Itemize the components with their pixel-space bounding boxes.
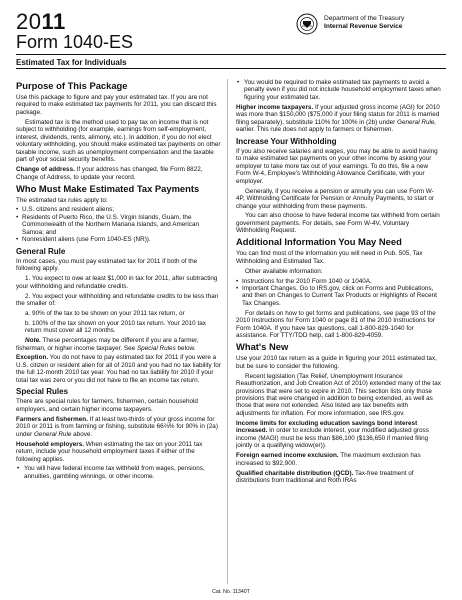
body-columns [16,79,446,584]
paragraph: 2. You expect your withholding and refundable credits to be less than the smaller of: [16,292,219,307]
list-item: • Residents of Puerto Rico, the U.S. Virgin Islands, Guam, the Commonwealth of the Northern Mariana Islands, and American Samoa; and [16,214,221,236]
heading-general-rule: General Rule [16,246,66,256]
paragraph: In most cases, you must pay estimated tax for 2011 if both of the following apply. [16,257,198,273]
heading-increase-withholding: Increase Your Withholding [236,136,337,146]
paragraph: a. 90% of the tax to be shown on your 2011 tax return, or [25,309,185,317]
paragraph: There are special rules for farmers, fishermen, certain household employers, and certain higher income taxpayers. [16,398,198,413]
paragraph: 1. You expect to owe at least $1,000 in tax for 2011, after subtracting your withholding and refundable credits. [16,275,218,290]
paragraph: Use your 2010 tax return as a guide in figuring your 2011 estimated tax, but be sure to consider the following. [236,355,437,370]
subtitle-bar [16,54,446,68]
paragraph: Other available information: [245,267,323,275]
paragraph: Income limits for excluding education savings bond interest increased. In order to exclude interest, your modified adjusted gross income (MAGI) must be less than $86,100 ($136,650 if married filing jointly or a qualifying widow(er)). [236,419,429,450]
paragraph: Higher income taxpayers. If your adjusted gross income (AGI) for 2010 was more than $150,000 ($75,000 if your filing status for 2011 is married filing separately), substitute 110% for 100% in (2b) under General Rule, earlier. This rule does not apply to farmers or fishermen. [236,103,440,134]
catalog-number: Cat. No. 11340T [212,589,250,595]
list-item: • U.S. citizens and resident aliens; [16,206,221,213]
info-list [236,278,441,308]
paragraph: Generally, if you receive a pension or annuity you can use Form W-4P, Withholding Certificate for Pension or Annuity Payments, to start or change your withholding from these payments. [236,187,435,210]
tax-year: 2011 [16,9,66,34]
list-item: • You would be required to make estimated tax payments to avoid a penalty even if you did not include household employment taxes when figuring your estimated tax. [236,79,441,101]
paragraph: For details on how to get forms and publications, see page 93 of the 2010 Instructions for Form 1040 or page 81 of the 2010 Instructions for Form 1040A. If you have tax questions, call 1-800-829-1040 for assistance. For TTY/TDD help, call 1-800-829-4059. [236,309,436,340]
list-item: • Instructions for the 2010 Form 1040 or 1040A. [236,278,441,285]
agency-text: Department of the Treasury Internal Revenue Service [324,15,405,30]
paragraph: Farmers and fishermen. If at least two-thirds of your gross income for 2010 or 2011 is from farming or fishing, substitute 66⅔% for 90% in (2a) under General Rule above. [16,415,218,438]
list-item: • You will have federal income tax withheld from wages, pensions, annuities, gambling winnings, or other income. [16,465,221,480]
paragraph: b. 100% of the tax shown on your 2010 tax return. Your 2010 tax return must cover all 12 months. [25,319,206,335]
left-column [16,79,221,584]
paragraph: Exception. You do not have to pay estimated tax for 2011 if you were a U.S. citizen or resident alien for all of 2010 and you had no tax liability for the full 12-month 2010 tax year. You had no tax liability for 2010 if your total tax was zero or you did not have to file an income tax return. [16,354,221,384]
paragraph: You can also choose to have federal income tax withheld from certain government payments. For details, see Form W-4V, Voluntary Withholding Request. [236,212,440,235]
form-subtitle: Estimated Tax for Individuals [16,58,127,67]
agency-block [296,13,446,41]
right-column [236,79,441,584]
paragraph: Recent legislation (Tax Relief, Unemployment Insurance Reauthorization, and Job Creation Act of 2010) extended many of the tax provisions that were set to expire in 2010. This section lists only those provisions that were changed in addition to being extended, as well as those that were not extended. Also listed are tax benefits with adjustments for inflation. For more information, see IRS.gov. [236,372,441,417]
paragraph: Note. These percentages may be different if you are a farmer, fisherman, or higher income taxpayer. See Special Rules below. [16,337,199,352]
heading-purpose: Purpose of This Package [16,80,128,91]
paragraph: If you also receive salaries and wages, you may be able to avoid having to make estimated tax payments on your other income by asking your employer to take more tax out of your earnings. To do this, file a new Form W-4, Employee's Withholding Allowance Certificate, with your employer. [236,147,438,185]
heading-who-must-pay: Who Must Make Estimated Tax Payments [16,182,200,194]
paragraph: Change of address. If your address has changed, file Form 8822, Change of Address, to update your record. [16,166,203,181]
apply-to-list [16,206,221,243]
paragraph: Qualified charitable distribution (QCD). Tax-free treatment of distributions from traditional and Roth IRAs [236,469,414,484]
paragraph: Household employers. When estimating the tax on your 2011 tax return, include your household employment taxes if either of the following applies. [16,440,203,463]
paragraph: Estimated tax is the method used to pay tax on income that is not subject to withholding (for example, earnings from self-employment, interest, dividends, rents, alimony, etc.). In addition, if you do not elect voluntary withholding, you should make estimated tax payments on other taxable income, such as unemployment compensation and the taxable part of your social security benefits. [16,118,221,164]
list-item: • Important Changes. Go to IRS.gov, click on Forms and Publications, and then on Changes to Current Tax Products or Highlights of Recent Tax Changes. [236,285,441,307]
header-divider [16,68,446,69]
heading-whats-new: What's New [236,341,289,353]
form-title: Form 1040-ES [16,32,134,52]
list-item: • Nonresident aliens (use Form 1040-ES (NR)). [16,236,221,243]
paragraph: Foreign earned income exclusion. The maximum exclusion has increased to $92,900. [236,452,421,467]
column-divider [227,79,228,584]
heading-special-rules: Special Rules [16,387,69,397]
paragraph: You can find most of the information you will need in Pub. 505, Tax Withholding and Estimated Tax. [236,250,423,265]
heading-additional-info: Additional Information You May Need [236,236,402,248]
paragraph: Use this package to figure and pay your estimated tax. If you are not required to make estimated tax payments for 2011, you can discard this package. [16,94,217,116]
treasury-seal-icon [296,13,318,35]
form-header [16,11,446,69]
paragraph: The estimated tax rules apply to: [16,196,108,204]
special-rules-link: Special Rules [136,344,176,352]
